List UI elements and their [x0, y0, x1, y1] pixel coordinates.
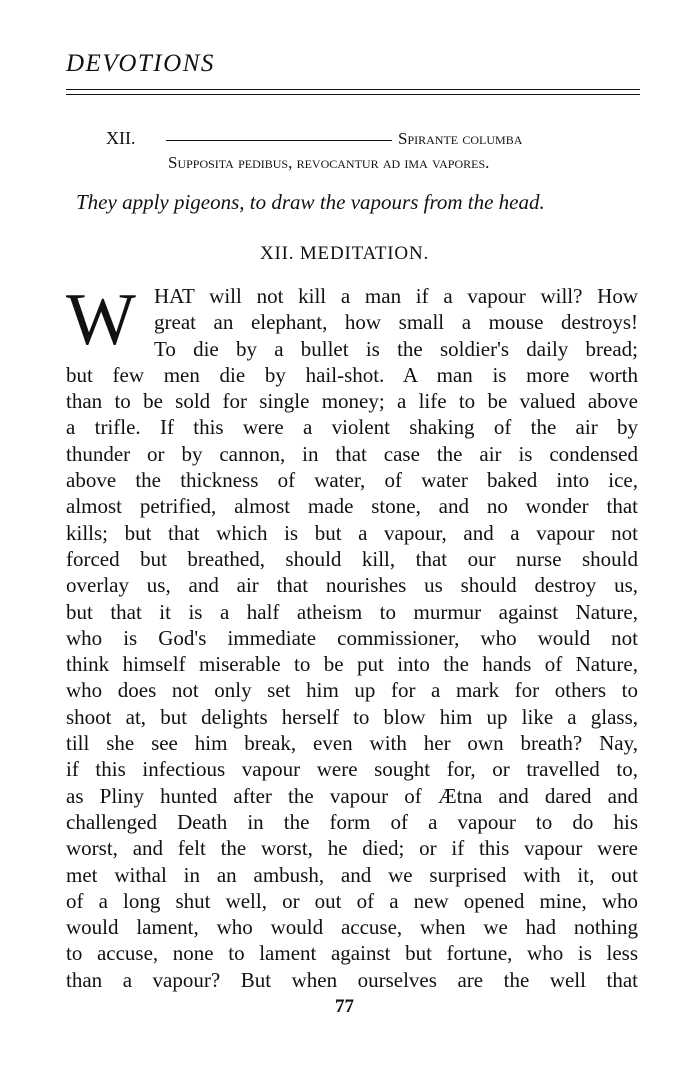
text-line: above the thickness of water, of water baked into ice,: [66, 468, 638, 493]
text-line: great an elephant, how small a mouse destroys!: [154, 310, 638, 335]
text-line: till she see him break, even with her own breath? Nay,: [66, 731, 638, 756]
text-line: to accuse, none to lament against but fortune, who is less: [66, 941, 638, 966]
running-head: DEVOTIONS: [66, 50, 215, 77]
text-line: than to be sold for single money; a life to be valued above: [66, 389, 638, 414]
text-line: of a long shut well, or out of a new opened mine, who: [66, 888, 638, 913]
text-line: almost petrified, almost made stone, and no wonder that: [66, 494, 638, 519]
header-rule-top: [66, 89, 640, 90]
text-line: than a vapour? But when ourselves are the well that: [66, 967, 638, 992]
text-line: met withal in an ambush, and we surprised with it, out: [66, 862, 638, 887]
section-heading: XII. MEDITATION.: [259, 243, 430, 264]
page-number: 77: [335, 996, 354, 1017]
text-line: would lament, who would accuse, when we had nothing: [66, 915, 638, 940]
text-line: worst, and felt the worst, he died; or if this vapour were: [66, 836, 638, 861]
text-line: thunder or by cannon, in that case the air is condensed: [66, 441, 638, 466]
text-line: who does not only set him up for a mark for others to: [66, 678, 638, 703]
drop-cap: W: [66, 279, 136, 361]
header-rule-bottom: [66, 94, 640, 95]
epigraph-number: XII.: [106, 128, 136, 148]
epigraph-line-1: Spirante columba: [398, 129, 523, 148]
epigraph-line-2: Supposita pedibus, revocantur ad ima vapores.: [168, 153, 490, 172]
text-line: but few men die by hail-shot. A man is more worth: [66, 362, 638, 387]
text-line: HAT will not kill a man if a vapour will? How: [154, 284, 638, 308]
meditation-text: [66, 279, 638, 993]
text-line: who is God's immediate commissioner, who would not: [66, 625, 638, 650]
text-line: as Pliny hunted after the vapour of Ætna and dared and: [66, 783, 638, 808]
text-line: overlay us, and air that nourishes us should destroy us,: [66, 573, 638, 598]
text-line: a trifle. If this were a violent shaking of the air by: [66, 415, 638, 440]
epigraph-translation: They apply pigeons, to draw the vapours from the head.: [76, 190, 545, 214]
text-line: forced but breathed, should kill, that our nurse should: [66, 546, 638, 571]
latin-epigraph: [106, 126, 606, 175]
text-line: but that it is a half atheism to murmur against Nature,: [66, 599, 638, 624]
text-line: kills; but that which is but a vapour, and a vapour not: [66, 520, 638, 545]
text-line: think himself miserable to be put into the hands of Nature,: [66, 652, 638, 677]
text-line: shoot at, but delights herself to blow him up like a glass,: [66, 704, 638, 729]
text-line: To die by a bullet is the soldier's daily bread;: [154, 336, 638, 361]
epigraph-dash: [166, 140, 392, 141]
text-line: challenged Death in the form of a vapour to do his: [66, 809, 638, 834]
epigraph-first-line: [106, 126, 606, 151]
text-line: if this infectious vapour were sought for, or travelled to,: [66, 757, 638, 782]
